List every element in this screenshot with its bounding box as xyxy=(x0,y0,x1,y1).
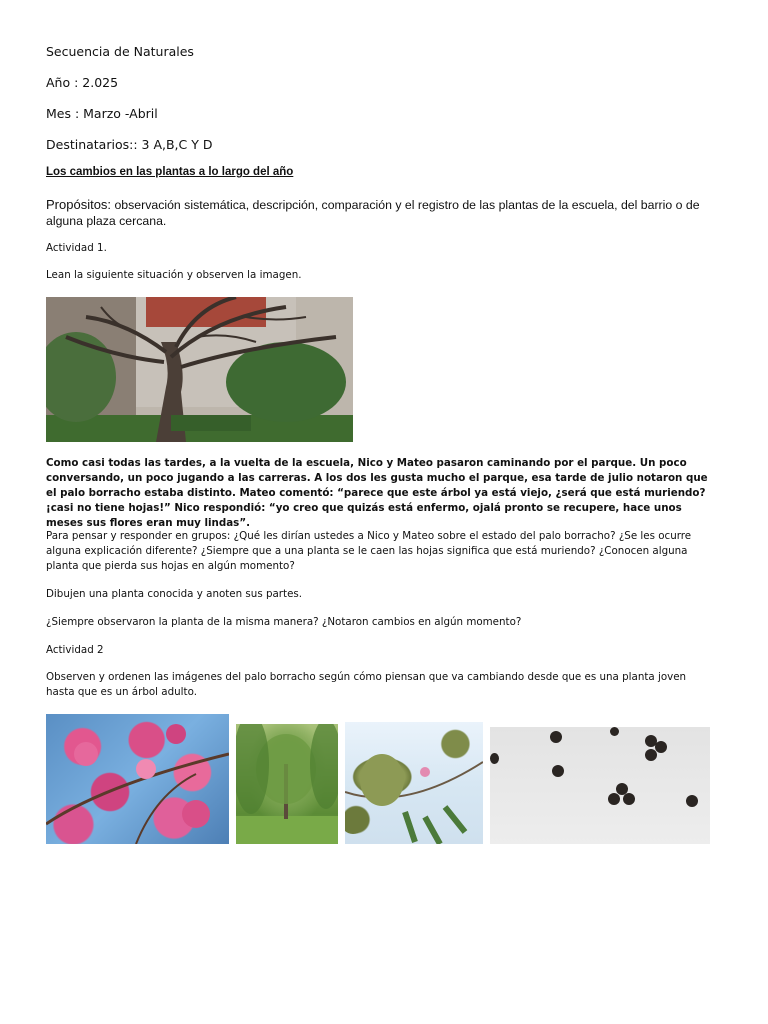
seed xyxy=(552,765,564,777)
seed xyxy=(610,727,619,736)
activity-2-instruction: Observen y ordenen las imágenes del palo borracho según cómo piensan que va cambiando desde que es una planta joven hasta que es un árbol adulto. xyxy=(46,671,687,698)
palo-borracho-tree-photo xyxy=(46,297,353,442)
activity-2-label: Actividad 2 xyxy=(46,644,104,656)
young-tree-illustration xyxy=(236,724,338,844)
activity-1-label: Actividad 1. xyxy=(46,242,107,254)
purposes-text: observación sistemática, descripción, comparación y el registro de las plantas de la escuela, del barrio o de alguna plaza cercana. xyxy=(46,198,700,228)
story-paragraph: Como casi todas las tardes, a la vuelta de la escuela, Nico y Mateo pasaron caminando por el parque. Un poco conversando, un poco jugando a las carreras. A los dos les gusta mucho el parque, esa tarde de julio notaron que el palo borracho estaba distinto. Mateo comentó: “parece que este árbol ya está viejo, ¿será que está muriendo? ¡casi no tiene hojas!” Nico respondió: “yo creo que quizás está enfermo, ojalá pronto se recupere, hace unos meses sus flores eran muy lindas”. xyxy=(46,457,708,529)
seed xyxy=(608,793,620,805)
draw-instruction: Dibujen una planta conocida y anoten sus partes. xyxy=(46,588,303,600)
doc-title: Secuencia de Naturales xyxy=(46,44,194,59)
activity-1-instruction: Lean la siguiente situación y observen la imagen. xyxy=(46,269,302,281)
seeds-photo xyxy=(490,727,710,844)
seed xyxy=(645,749,657,761)
seed xyxy=(550,731,562,743)
flowers-illustration xyxy=(46,714,229,844)
purposes-paragraph xyxy=(46,197,716,229)
young-tree-photo xyxy=(236,724,338,844)
doc-recipients: Destinatarios:: 3 A,B,C Y D xyxy=(46,137,213,152)
seed xyxy=(655,741,667,753)
seed xyxy=(686,795,698,807)
tree-illustration xyxy=(46,297,353,442)
group-questions: Para pensar y responder en grupos: ¿Qué les dirían ustedes a Nico y Mateo sobre el estado del palo borracho? ¿Se les ocurre alguna explicación diferente? ¿Siempre que a una planta se le caen las hojas significa que está muriendo? ¿Conocen alguna planta que pierda sus hojas en algún momento? xyxy=(46,530,692,572)
purposes-label: Propósitos: xyxy=(46,197,112,212)
doc-year: Año : 2.025 xyxy=(46,75,119,90)
pink-flowers-photo xyxy=(46,714,229,844)
seed xyxy=(490,753,499,764)
fruit-illustration xyxy=(345,722,483,844)
fruit-photo xyxy=(345,722,483,844)
doc-month: Mes : Marzo -Abril xyxy=(46,106,158,121)
section-heading: Los cambios en las plantas a lo largo del año xyxy=(46,166,294,178)
changes-question: ¿Siempre observaron la planta de la misma manera? ¿Notaron cambios en algún momento? xyxy=(46,616,522,628)
seed xyxy=(623,793,635,805)
